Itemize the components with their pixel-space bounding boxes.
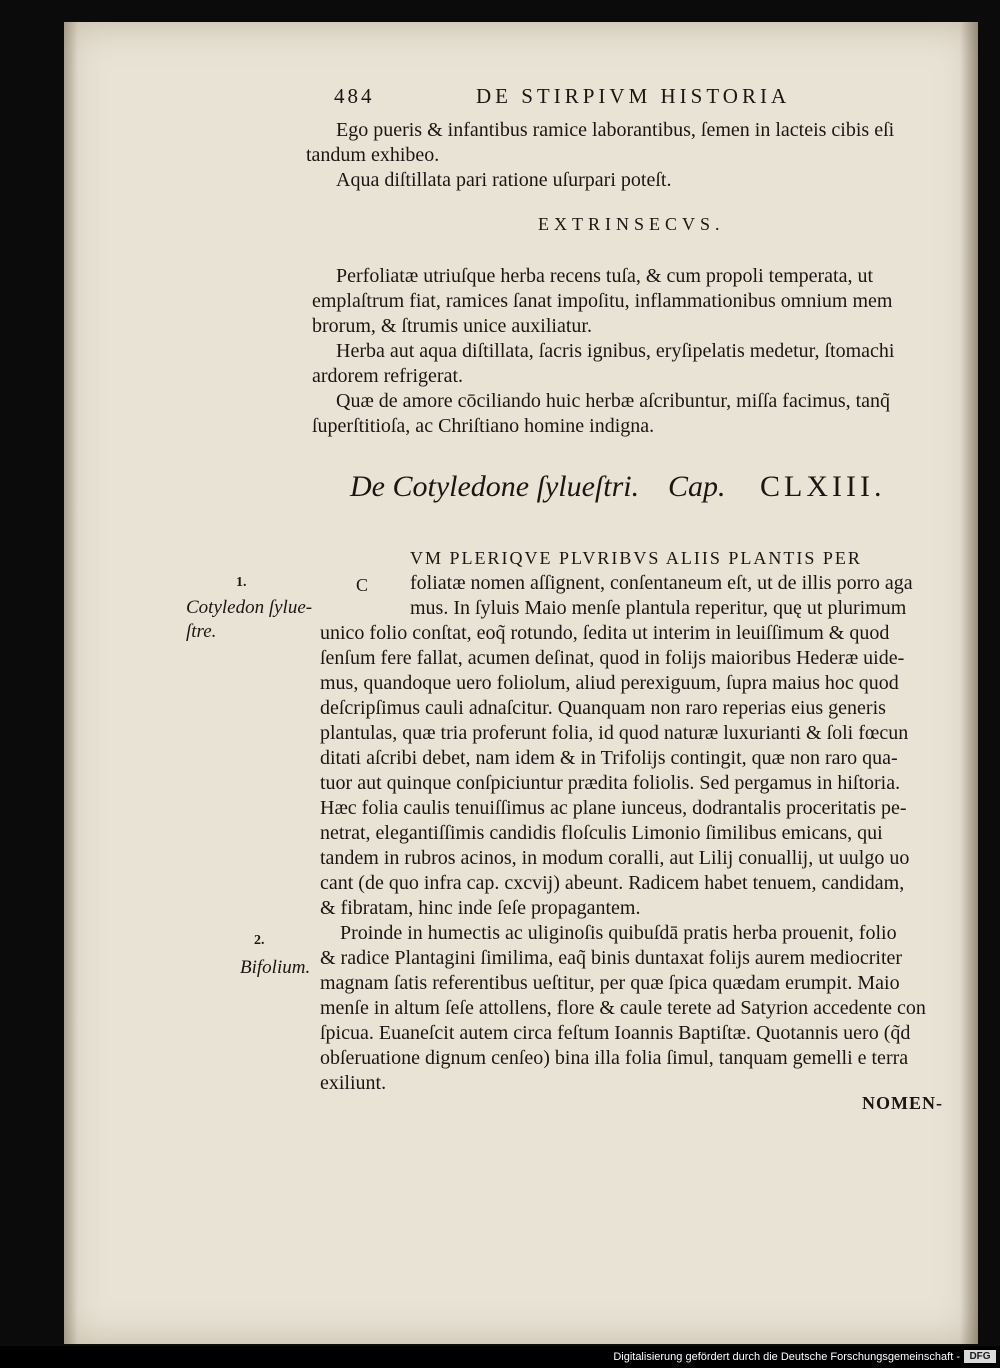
- text-line: ardorem refrigerat.: [312, 365, 464, 387]
- text-line: Herba aut aqua diſtillata, ſacris ignibus, eryſipelatis medetur, ſtomachi: [336, 340, 895, 362]
- text-line: Hæc folia caulis tenuiſſimus ac plane iunceus, dodrantalis proceritatis pe-: [320, 797, 907, 819]
- text-line: tuor aut quinque conſpiciuntur prædita foliolis. Sed pergamus in hiſtoria.: [320, 772, 901, 794]
- text-line: ſuperſtitioſa, ac Chriſtiano homine indigna.: [312, 415, 655, 437]
- text-line: Aqua diſtillata pari ratione uſurpari poteſt.: [336, 169, 672, 191]
- text-line: brorum, & ſtrumis unice auxiliatur.: [312, 315, 592, 337]
- page-number: 484: [334, 84, 375, 108]
- margin-note: ſtre.: [186, 621, 217, 642]
- text-line: tandem in rubros acinos, in modum coralli, aut Lilij conuallij, ut uulgo uo: [320, 847, 910, 869]
- text-line: tandum exhibeo.: [306, 144, 440, 166]
- chapter-heading: [350, 470, 886, 504]
- section-heading: EXTRINSECVS.: [538, 214, 725, 234]
- text-line: mus, quandoque uero foliolum, aliud perexiguum, ſupra maius hoc quod: [320, 672, 899, 694]
- margin-note: Cotyledon ſylue-: [186, 597, 313, 618]
- page-edge-shadow: [960, 22, 978, 1344]
- text-line: emplaſtrum fiat, ramices ſanat impoſitu, inflammationibus omnium mem: [312, 290, 893, 312]
- drop-cap: C: [356, 575, 369, 595]
- text-line: exiliunt.: [320, 1072, 387, 1094]
- text-line: magnam ſatis referentibus ueſtitur, per quæ ſpica quædam erumpit. Maio: [320, 972, 900, 994]
- margin-note-number: 2.: [254, 933, 265, 948]
- text-line: deſcripſimus cauli adnaſcitur. Quanquam non raro reperias eius generis: [320, 697, 886, 719]
- text-line: ſenſum fere fallat, acumen deſinat, quod in folijs maioribus Hederæ uide-: [320, 647, 905, 669]
- chapter-title: De Cotyledone ſylueſtri.: [350, 470, 640, 503]
- text-line: Quæ de amore cōciliando huic herbæ aſcribuntur, miſſa facimus, tanq̃: [336, 390, 891, 412]
- text-line: mus. In ſyluis Maio menſe plantula reperitur, quę ut plurimum: [410, 597, 907, 619]
- text-line: netrat, elegantiſſimis candidis floſculis Limonio ſimilibus emicans, qui: [320, 822, 883, 844]
- text-line: & radice Plantagini ſimilima, eaq̃ binis duntaxat folijs aurem mediocriter: [320, 947, 903, 969]
- text-line: ditati aſcribi debet, nam idem & in Trifolijs contingit, quæ non raro qua-: [320, 747, 898, 769]
- text-line: & fibratam, hinc inde ſeſe propagantem.: [320, 897, 641, 919]
- catchword: NOMEN-: [862, 1093, 943, 1113]
- text-line: foliatæ nomen aſſignent, conſentaneum eſt, ut de illis porro aga: [410, 572, 913, 594]
- text-line: unico folio conſtat, eoq̃ rotundo, ſedita ut interim in leuiſſimum & quod: [320, 622, 890, 644]
- text-line: plantulas, quæ tria proferunt folia, id quod naturæ luxurianti & ſoli fœcun: [320, 722, 909, 744]
- text-line: menſe in altum ſeſe attollens, flore & caule terete ad Satyrion accedente con: [320, 997, 926, 1019]
- chapter-cap-label: Cap.: [668, 470, 726, 503]
- text-line: VM PLERIQVE PLVRIBVS ALIIS PLANTIS PER: [410, 548, 862, 568]
- dfg-logo-icon: DFG: [964, 1350, 996, 1363]
- text-line: Perfoliatæ utriuſque herba recens tuſa, & cum propoli temperata, ut: [336, 265, 874, 287]
- footer-credit: Digitalisierung gefördert durch die Deutsche Forschungsgemeinschaft -: [613, 1351, 960, 1363]
- text-line: cant (de quo infra cap. cxcvij) abeunt. Radicem habet tenuem, candidam,: [320, 872, 905, 894]
- running-title: DE STIRPIVM HISTORIA: [476, 84, 791, 108]
- text-line: Proinde in humectis ac uliginoſis quibuſdā pratis herba prouenit, folio: [340, 922, 897, 944]
- text-line: ſpicua. Euaneſcit autem circa feſtum Ioannis Baptiſtæ. Quotannis uero (q̃d: [320, 1022, 911, 1044]
- margin-note-number: 1.: [236, 575, 247, 590]
- digitization-footer: [0, 1346, 1000, 1368]
- chapter-number: CLXIII.: [760, 470, 886, 503]
- text-line: Ego pueris & infantibus ramice laborantibus, ſemen in lacteis cibis eſi: [336, 119, 895, 141]
- page-gutter-shadow: [64, 22, 78, 1344]
- margin-note: Bifolium.: [240, 957, 311, 978]
- text-line: obſeruatione dignum cenſeo) bina illa folia ſimul, tanquam gemelli e terra: [320, 1047, 909, 1069]
